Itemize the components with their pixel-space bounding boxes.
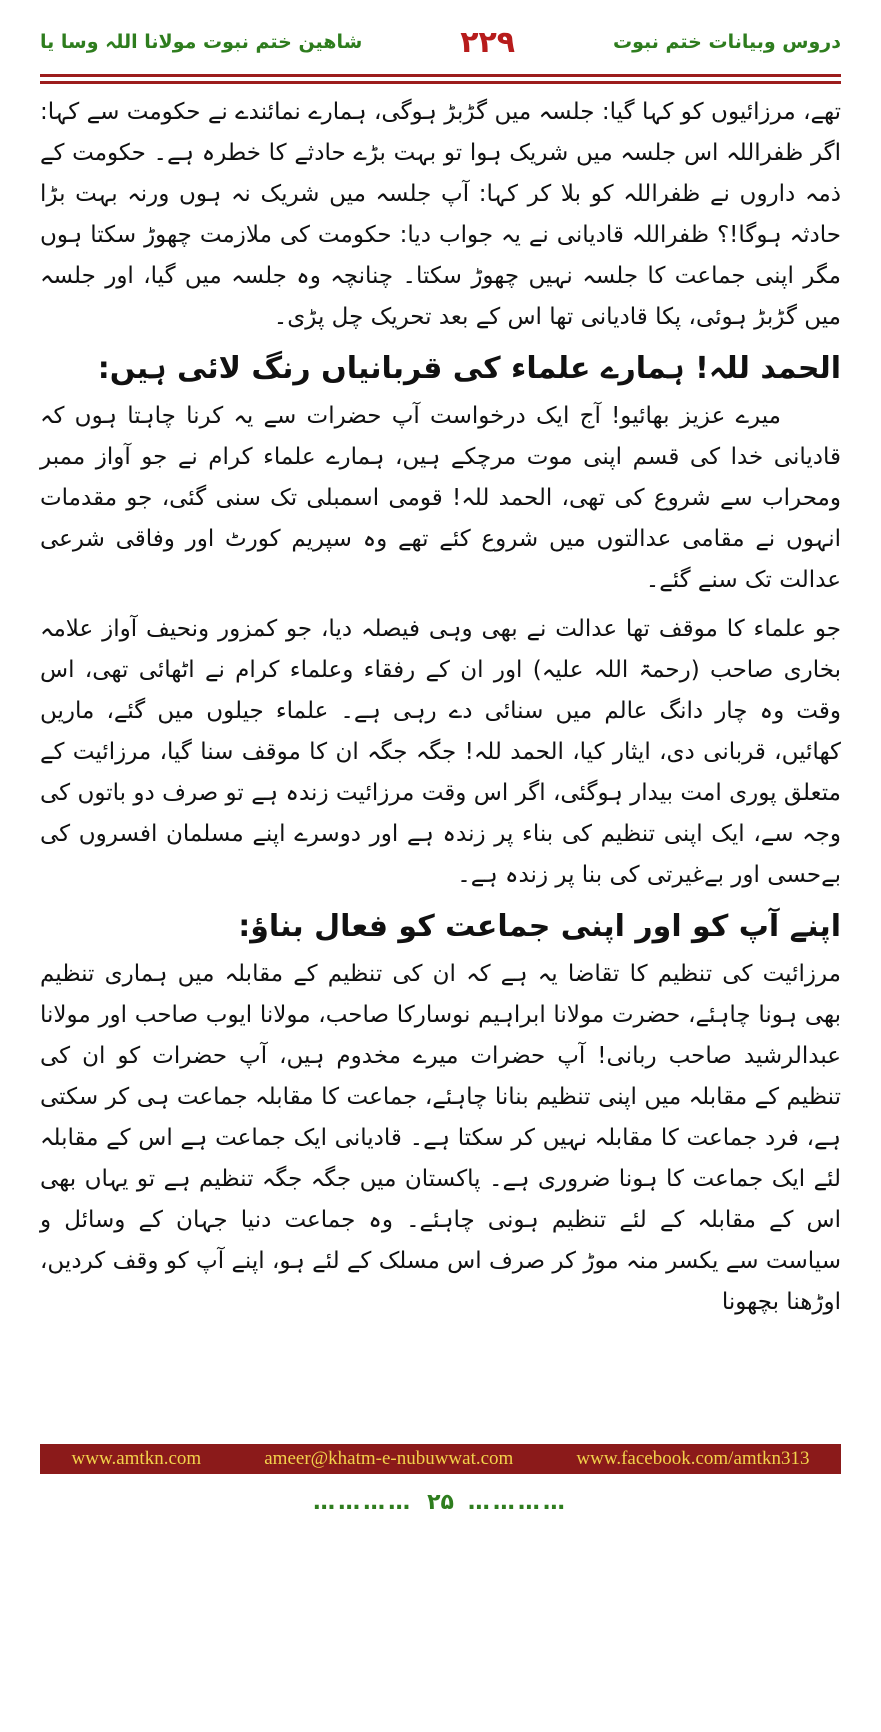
author-name: شاھین ختم نبوت مولانا اللہ وسا یا: [40, 31, 363, 53]
paragraph: میرے عزیز بھائیو! آج ایک درخواست آپ حضرات سے یہ کرنا چاہتا ہوں کہ قادیانی خدا کی قسم اپنی موت مرچکے ہیں، ہمارے علماء کرام نے جو آواز ممبر ومحراب سے شروع کی تھی، الحمد للہ! قومی اسمبلی تک سنی گئی، جو مقدمات انہوں نے مقامی عدالتوں میں شروع کئے تھے وہ سپریم کورٹ اور وفاقی شرعی عدالت تک سنے گئے۔: [40, 403, 841, 593]
paragraph: تھے، مرزائیوں کو کہا گیا: جلسہ میں گڑبڑ ہوگی، ہمارے نمائندے نے حکومت سے کہا: اگر ظفراللہ اس جلسہ میں شریک ہوا تو بہت بڑے حادثے کا خطرہ ہے۔ حکومت کے ذمہ داروں نے ظفراللہ کو بلا کر کہا: آپ جلسہ میں شریک نہ ہوں ورنہ بہت بڑا حادثہ ہوگا!؟ ظفراللہ قادیانی نے یہ جواب دیا: حکومت کی ملازمت چھوڑ سکتا ہوں مگر اپنی جماعت کا جلسہ نہیں چھوڑ سکتا۔ چنانچہ وہ جلسہ میں گیا، اور جلسہ میں گڑبڑ ہوئی، پکا قادیانی تھا اس کے بعد تحریک چل پڑی۔: [40, 99, 841, 330]
header-divider-secondary: [40, 81, 841, 84]
paragraph: مرزائیت کی تنظیم کا تقاضا یہ ہے کہ ان کی تنظیم کے مقابلہ میں ہماری تنظیم بھی ہونا چاہئے، حضرت مولانا ابراہیم نوسارکا صاحب، مولانا ایوب صاحب اور مولانا عبدالرشید صاحب ربانی! آپ حضرات میرے مخدوم ہیں، آپ حضرات کو ان کی تنظیم کے مقابلہ میں اپنی تنظیم بنانا چاہئے، جماعت کا مقابلہ جماعت ہی کر سکتی ہے، فرد جماعت کا مقابلہ نہیں کر سکتا ہے۔ قادیانی ایک جماعت ہے اس کے مقابلہ لئے ایک جماعت کا ہونا ضروری ہے۔ پاکستان میں جگہ جگہ تنظیم ہے تو یہاں بھی اس کے مقابلہ کے لئے تنظیم ہونی چاہئے۔ وہ جماعت دنیا جہان کے وسائل و سیاست سے یکسر منہ موڑ کر صرف اس مسلک کے لئے ہو، اپنے آپ کو وقف کردیں، اوڑھنا بچھونا: [40, 961, 841, 1315]
page-header: [40, 22, 841, 62]
header-divider: [40, 74, 841, 77]
facebook-link[interactable]: www.facebook.com/amtkn313: [576, 1448, 810, 1469]
dots-right: …………: [467, 1489, 568, 1515]
dots-left: …………: [313, 1489, 414, 1515]
footer-contact-bar: [40, 1444, 841, 1474]
paragraph: جو علماء کا موقف تھا عدالت نے بھی وہی فیصلہ دیا، جو کمزور ونحیف آواز علامہ بخاری صاحب (رحمۃ اللہ علیہ) اور ان کے رفقاء وعلماء کرام نے اٹھائی تھی، اس وقت وہ چار دانگ عالم میں سنائی دے رہی ہے۔ علماء جیلوں میں گئے، ماریں کھائیں، قربانی دی، ایثار کیا، الحمد للہ! جگہ جگہ ان کا موقف سنا گیا، مرزائیت کے متعلق پوری امت بیدار ہوگئی، اگر اس وقت مرزائیت زندہ ہے تو صرف دو باتوں کی وجہ سے، ایک اپنی تنظیم کی بناء پر زندہ ہے اور دوسرے اپنے مسلمان افسروں کی بےحسی اور بےغیرتی کی بنا پر زندہ ہے۔: [40, 616, 841, 888]
footer-page-number: ۲۵: [427, 1489, 454, 1515]
page-footer: [0, 1482, 881, 1522]
website-link[interactable]: www.amtkn.com: [71, 1448, 202, 1469]
section-heading: الحمد للہ! ہمارے علماء کی قربانیاں رنگ لائی ہیں:: [97, 351, 841, 386]
book-title: دروس وبیانات ختم نبوت: [613, 31, 841, 53]
email-link[interactable]: ameer@khatm-e-nubuwwat.com: [264, 1448, 514, 1469]
section-heading: اپنے آپ کو اور اپنی جماعت کو فعال بناؤ:: [238, 909, 841, 944]
header-page-number: ۲۲۹: [460, 24, 516, 60]
